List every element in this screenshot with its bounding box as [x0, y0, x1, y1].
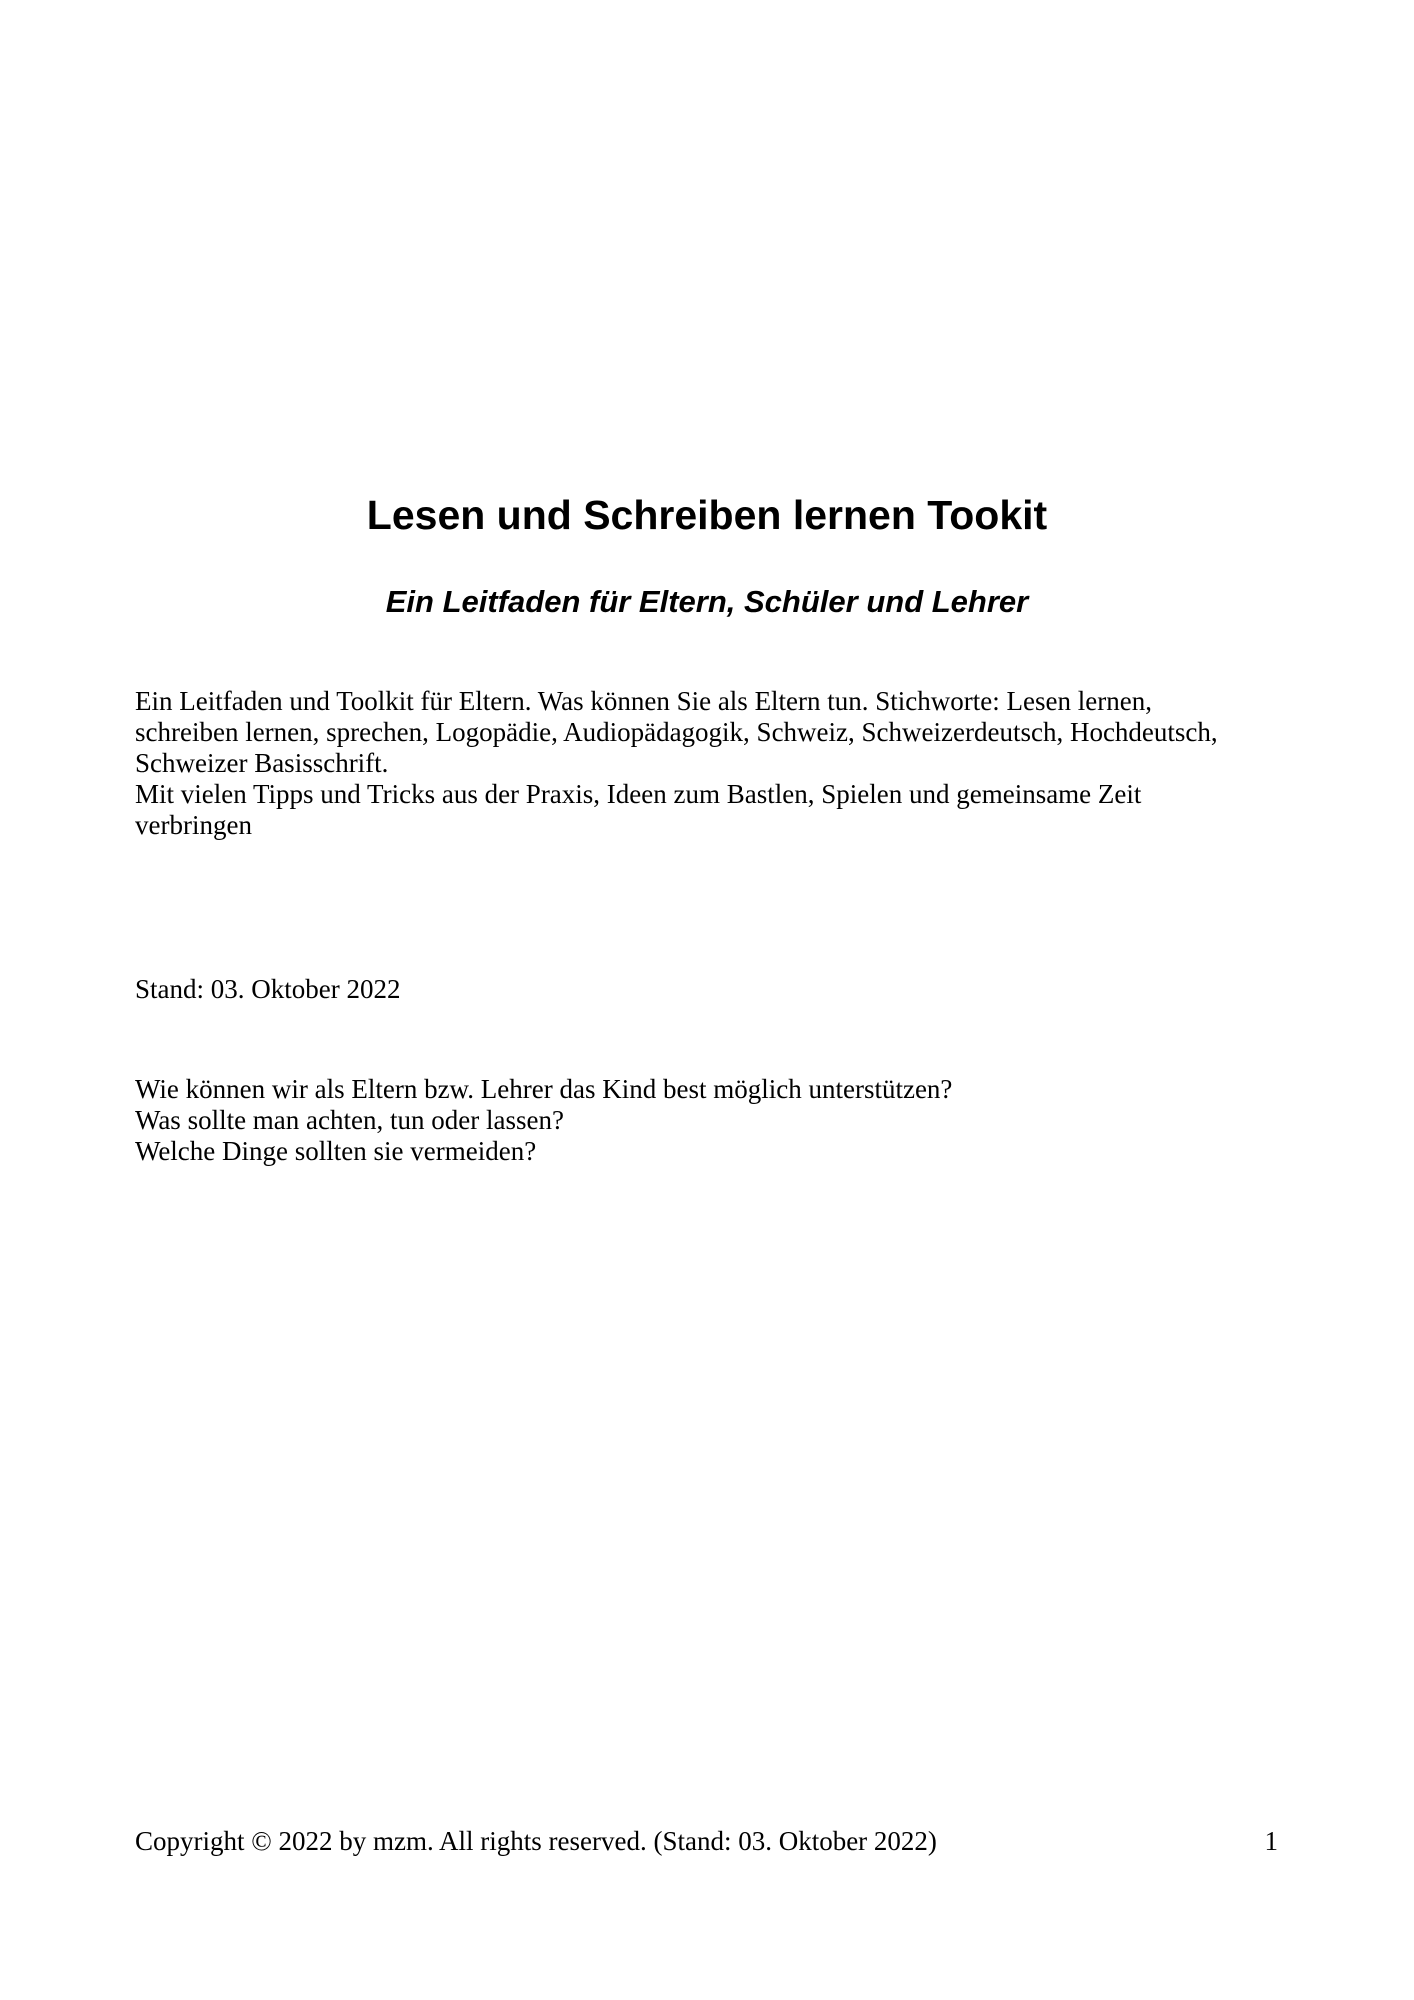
intro-line: Schweizer Basisschrift.	[135, 748, 389, 778]
status-date: Stand: 03. Oktober 2022	[135, 974, 401, 1004]
document-title: Lesen und Schreiben lernen Tookit	[366, 492, 1048, 538]
footer-page-number: 1	[1264, 1826, 1278, 1856]
question-line: Was sollte man achten, tun oder lassen?	[135, 1105, 564, 1135]
question-line: Welche Dinge sollten sie vermeiden?	[135, 1136, 537, 1166]
document-subtitle: Ein Leitfaden für Eltern, Schüler und Lehrer	[385, 584, 1029, 619]
intro-line: verbringen	[135, 810, 252, 840]
intro-line: schreiben lernen, sprechen, Logopädie, Audiopädagogik, Schweiz, Schweizerdeutsch, Hochdeutsch,	[135, 717, 1218, 747]
questions-block	[135, 1074, 952, 1167]
intro-line: Mit vielen Tipps und Tricks aus der Praxis, Ideen zum Bastlen, Spielen und gemeinsame Zeit	[135, 779, 1142, 809]
intro-paragraph	[135, 686, 1295, 841]
footer-copyright: Copyright © 2022 by mzm. All rights reserved. (Stand: 03. Oktober 2022)	[135, 1826, 937, 1856]
question-line: Wie können wir als Eltern bzw. Lehrer das Kind best möglich unterstützen?	[135, 1074, 953, 1104]
intro-line: Ein Leitfaden und Toolkit für Eltern. Was können Sie als Eltern tun. Stichworte: Lesen lernen,	[135, 686, 1152, 716]
